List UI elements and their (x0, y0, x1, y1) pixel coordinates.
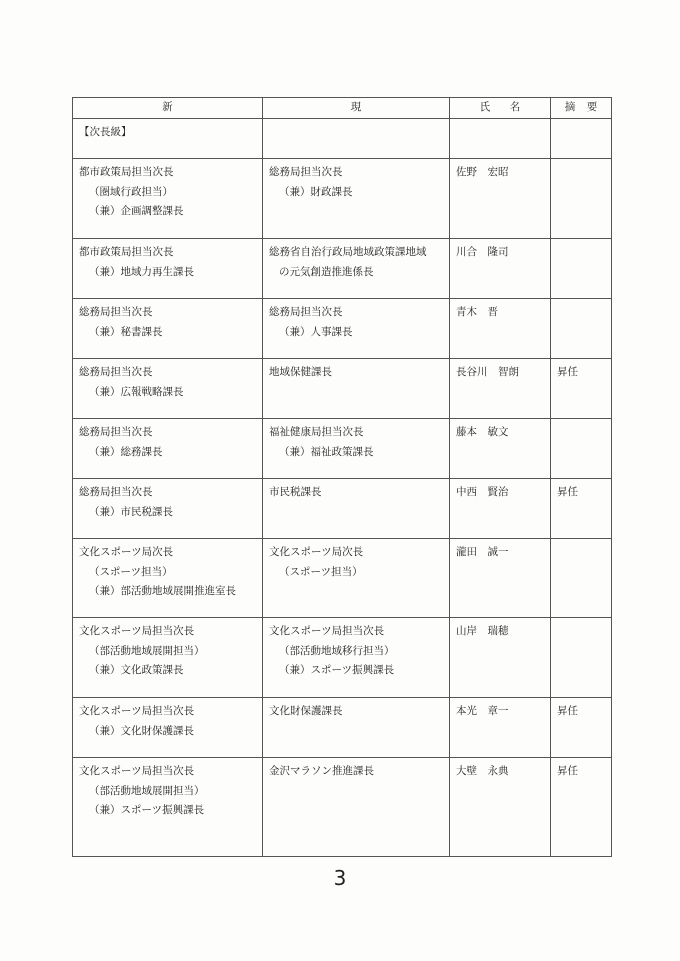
person-name-cell: 瀧田 誠一 (450, 539, 551, 618)
person-name-cell: 青木 晋 (450, 299, 551, 359)
person-name-cell: 山岸 瑞穂 (450, 618, 551, 698)
new-post-cell-line: （兼）地域力再生課長 (89, 265, 194, 278)
current-post-cell-line: 総務省自治行政局地域政策課地域 (269, 246, 427, 258)
table-row (73, 758, 612, 857)
current-post-cell-line: （スポーツ担当） (279, 565, 363, 578)
current-post-cell-line: 地域保健課長 (269, 366, 332, 378)
note-cell: 昇任 (551, 758, 612, 857)
new-post-cell (73, 758, 263, 857)
table-header-row (73, 98, 612, 119)
new-post-cell-line: （兼）文化政策課長 (89, 664, 184, 676)
personnel-table (72, 97, 612, 857)
current-post-cell (263, 539, 450, 618)
current-post-cell-line: 総務局担当次長 (269, 166, 343, 178)
section-label: 【次長級】 (73, 119, 263, 159)
new-post-cell (73, 159, 263, 239)
table-row (73, 539, 612, 618)
new-post-cell (73, 299, 263, 359)
current-post-cell (263, 698, 450, 758)
new-post-cell-line: （兼）総務課長 (89, 445, 163, 458)
new-post-cell-line: 文化スポーツ局担当次長 (79, 705, 195, 717)
person-name-cell: 長谷川 智朗 (450, 359, 551, 419)
current-post-cell-line: 文化スポーツ局担当次長 (269, 625, 385, 637)
note-cell (551, 539, 612, 618)
person-name-cell: 藤本 敏文 (450, 419, 551, 479)
table-row (73, 239, 612, 299)
note-cell (551, 299, 612, 359)
person-name-cell: 大壁 永典 (450, 758, 551, 857)
new-post-cell-line: （圏域行政担当） (89, 185, 173, 198)
new-post-cell-line: 総務局担当次長 (79, 426, 153, 438)
new-post-cell-line: 文化スポーツ局担当次長 (79, 765, 195, 777)
current-post-cell (263, 359, 450, 419)
note-cell (551, 419, 612, 479)
current-post-cell-line: 文化スポーツ局次長 (269, 546, 364, 558)
current-post-cell (263, 159, 450, 239)
person-name-cell: 本光 章一 (450, 698, 551, 758)
person-name-cell: 佐野 宏昭 (450, 159, 551, 239)
new-post-cell-line: （兼）企画調整課長 (89, 205, 184, 217)
new-post-cell-line: 総務局担当次長 (79, 486, 153, 498)
current-post-cell-line: （兼）人事課長 (279, 325, 353, 338)
new-post-cell (73, 698, 263, 758)
table-row (73, 479, 612, 539)
current-post-cell (263, 299, 450, 359)
table-row (73, 359, 612, 419)
table-row (73, 419, 612, 479)
new-post-cell-line: （部活動地域展開担当） (89, 644, 205, 657)
new-post-cell-line: （スポーツ担当） (89, 565, 173, 578)
current-post-cell (263, 479, 450, 539)
new-post-cell (73, 618, 263, 698)
new-post-cell-line: （部活動地域展開担当） (89, 784, 205, 797)
current-post-cell-line: （兼）福祉政策課長 (279, 445, 374, 458)
new-post-cell-line: （兼）文化財保護課長 (89, 724, 194, 737)
person-name-cell: 中西 賢治 (450, 479, 551, 539)
new-post-cell-line: （兼）広報戦略課長 (89, 385, 184, 398)
new-post-cell-line: （兼）市民税課長 (89, 505, 173, 518)
new-post-cell-line: 文化スポーツ局次長 (79, 546, 174, 558)
current-post-cell-line: 市民税課長 (269, 486, 322, 498)
table-row (73, 159, 612, 239)
note-cell (551, 159, 612, 239)
new-post-cell-line: 都市政策局担当次長 (79, 166, 174, 178)
section-row (73, 119, 612, 159)
current-post-cell (263, 758, 450, 857)
note-cell (551, 239, 612, 299)
new-post-cell-line: 総務局担当次長 (79, 306, 153, 318)
header-current: 現 (263, 98, 450, 119)
new-post-cell-line: 総務局担当次長 (79, 366, 153, 378)
note-cell: 昇任 (551, 359, 612, 419)
header-note: 摘 要 (551, 98, 612, 119)
new-post-cell-line: （兼）秘書課長 (89, 325, 163, 338)
new-post-cell (73, 239, 263, 299)
header-new: 新 (73, 98, 263, 119)
new-post-cell (73, 539, 263, 618)
note-cell: 昇任 (551, 479, 612, 539)
new-post-cell-line: 都市政策局担当次長 (79, 246, 174, 258)
note-cell: 昇任 (551, 698, 612, 758)
new-post-cell (73, 479, 263, 539)
new-post-cell-line: （兼）スポーツ振興課長 (89, 804, 205, 816)
note-cell (551, 618, 612, 698)
current-post-cell-line: 総務局担当次長 (269, 306, 343, 318)
current-post-cell-line: の元気創造推進係長 (279, 265, 374, 278)
header-name: 氏 名 (450, 98, 551, 119)
table-row (73, 618, 612, 698)
table-row (73, 299, 612, 359)
current-post-cell (263, 618, 450, 698)
current-post-cell (263, 419, 450, 479)
new-post-cell-line: （兼）部活動地域展開推進室長 (89, 585, 236, 597)
current-post-cell (263, 239, 450, 299)
page-number: 3 (333, 866, 347, 890)
new-post-cell (73, 419, 263, 479)
current-post-cell-line: （兼）スポーツ振興課長 (279, 664, 395, 676)
person-name-cell: 川合 隆司 (450, 239, 551, 299)
current-post-cell-line: 金沢マラソン推進課長 (269, 765, 374, 777)
current-post-cell-line: 文化財保護課長 (269, 705, 343, 717)
current-post-cell-line: （兼）財政課長 (279, 185, 353, 198)
current-post-cell-line: （部活動地域移行担当） (279, 644, 395, 657)
current-post-cell-line: 福祉健康局担当次長 (269, 426, 364, 438)
new-post-cell-line: 文化スポーツ局担当次長 (79, 625, 195, 637)
new-post-cell (73, 359, 263, 419)
table-row (73, 698, 612, 758)
